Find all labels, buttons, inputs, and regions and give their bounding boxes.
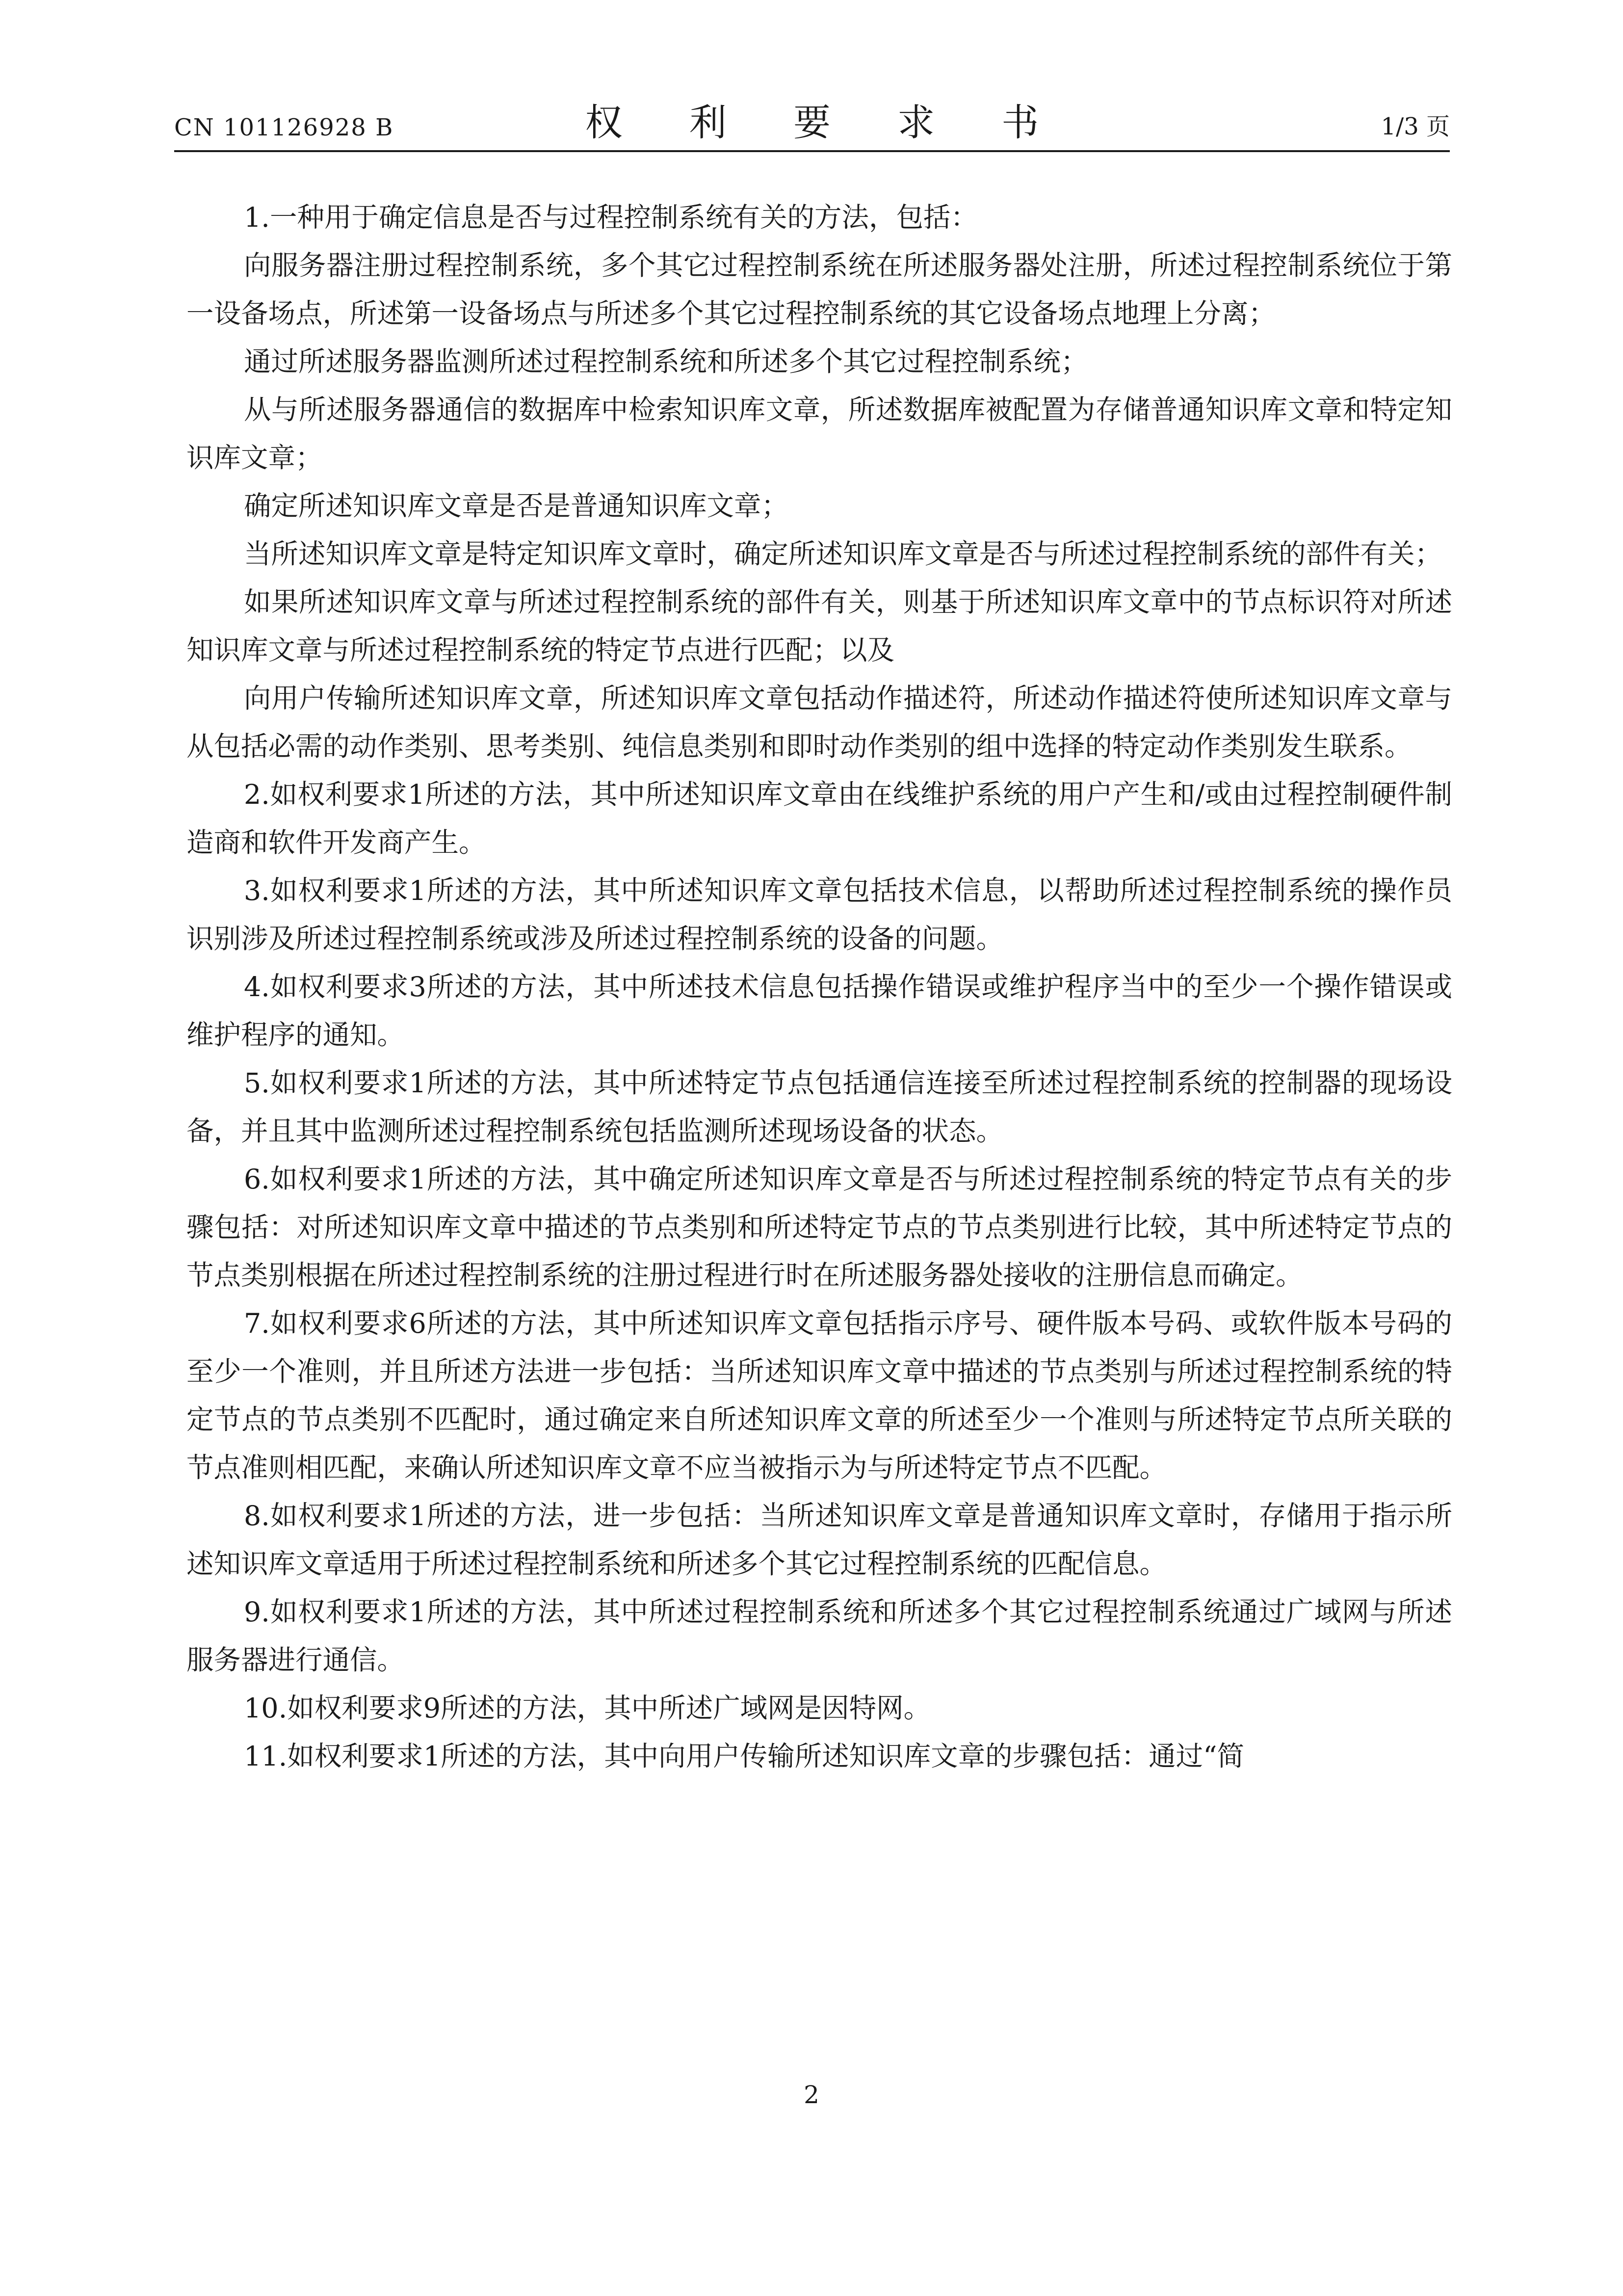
- claim-paragraph: 4.如权利要求3所述的方法，其中所述技术信息包括操作错误或维护程序当中的至少一个操作错误或维护程序的通知。: [186, 971, 1452, 1051]
- header-divider: [174, 150, 1450, 152]
- claims-body: [186, 194, 1452, 1781]
- claim-paragraph: 确定所述知识库文章是否是普通知识库文章；: [244, 490, 789, 522]
- patent-number: CN 101126928 B: [174, 114, 394, 141]
- claim-paragraph: 如果所述知识库文章与所述过程控制系统的部件有关，则基于所述知识库文章中的节点标识符对所述知识库文章与所述过程控制系统的特定节点进行匹配；以及: [186, 586, 1452, 666]
- claim-paragraph: 向服务器注册过程控制系统，多个其它过程控制系统在所述服务器处注册，所述过程控制系统位于第一设备场点，所述第一设备场点与所述多个其它过程控制系统的其它设备场点地理上分离；: [186, 250, 1452, 330]
- claim-paragraph: 7.如权利要求6所述的方法，其中所述知识库文章包括指示序号、硬件版本号码、或软件版本号码的至少一个准则，并且所述方法进一步包括：当所述知识库文章中描述的节点类别与所述过程控制系统的特定节点的节点类别不匹配时，通过确定来自所述知识库文章的所述至少一个准则与所述特定节点所关联的节点准则相匹配，来确认所述知识库文章不应当被指示为与所述特定节点不匹配。: [186, 1308, 1452, 1484]
- claim-paragraph: 11.如权利要求1所述的方法，其中向用户传输所述知识库文章的步骤包括：通过“简: [244, 1741, 1244, 1772]
- claim-paragraph: 10.如权利要求9所述的方法，其中所述广域网是因特网。: [244, 1692, 931, 1724]
- page-header: [174, 93, 1450, 152]
- claim-paragraph: 9.如权利要求1所述的方法，其中所述过程控制系统和所述多个其它过程控制系统通过广域网与所述服务器进行通信。: [186, 1596, 1452, 1676]
- page-footer: [0, 2081, 1623, 2109]
- claim-paragraph: 8.如权利要求1所述的方法，进一步包括：当所述知识库文章是普通知识库文章时，存储用于指示所述知识库文章适用于所述过程控制系统和所述多个其它过程控制系统的匹配信息。: [186, 1500, 1452, 1580]
- claim-paragraph: 通过所述服务器监测所述过程控制系统和所述多个其它过程控制系统；: [244, 346, 1088, 378]
- claim-paragraph: 3.如权利要求1所述的方法，其中所述知识库文章包括技术信息，以帮助所述过程控制系统的操作员识别涉及所述过程控制系统或涉及所述过程控制系统的设备的问题。: [186, 875, 1452, 955]
- claim-paragraph: 6.如权利要求1所述的方法，其中确定所述知识库文章是否与所述过程控制系统的特定节点有关的步骤包括：对所述知识库文章中描述的节点类别和所述特定节点的节点类别进行比较，其中所述特定节点的节点类别根据在所述过程控制系统的注册过程进行时在所述服务器处接收的注册信息而确定。: [186, 1163, 1452, 1292]
- claim-paragraph: 向用户传输所述知识库文章，所述知识库文章包括动作描述符，所述动作描述符使所述知识库文章与从包括必需的动作类别、思考类别、纯信息类别和即时动作类别的组中选择的特定动作类别发生联系。: [186, 683, 1452, 763]
- claim-paragraph: 从与所述服务器通信的数据库中检索知识库文章，所述数据库被配置为存储普通知识库文章和特定知识库文章；: [186, 394, 1452, 474]
- page-indicator: 1/3 页: [1381, 113, 1450, 140]
- document-title: 权 利 要 求 书: [585, 101, 1067, 144]
- claim-paragraph: 当所述知识库文章是特定知识库文章时，确定所述知识库文章是否与所述过程控制系统的部件有关；: [244, 538, 1442, 570]
- page-number: 2: [804, 2081, 819, 2109]
- claim-paragraph: 1.一种用于确定信息是否与过程控制系统有关的方法，包括：: [244, 202, 978, 234]
- claim-paragraph: 5.如权利要求1所述的方法，其中所述特定节点包括通信连接至所述过程控制系统的控制器的现场设备，并且其中监测所述过程控制系统包括监测所述现场设备的状态。: [186, 1067, 1452, 1147]
- claim-paragraph: 2.如权利要求1所述的方法，其中所述知识库文章由在线维护系统的用户产生和/或由过程控制硬件制造商和软件开发商产生。: [186, 779, 1452, 859]
